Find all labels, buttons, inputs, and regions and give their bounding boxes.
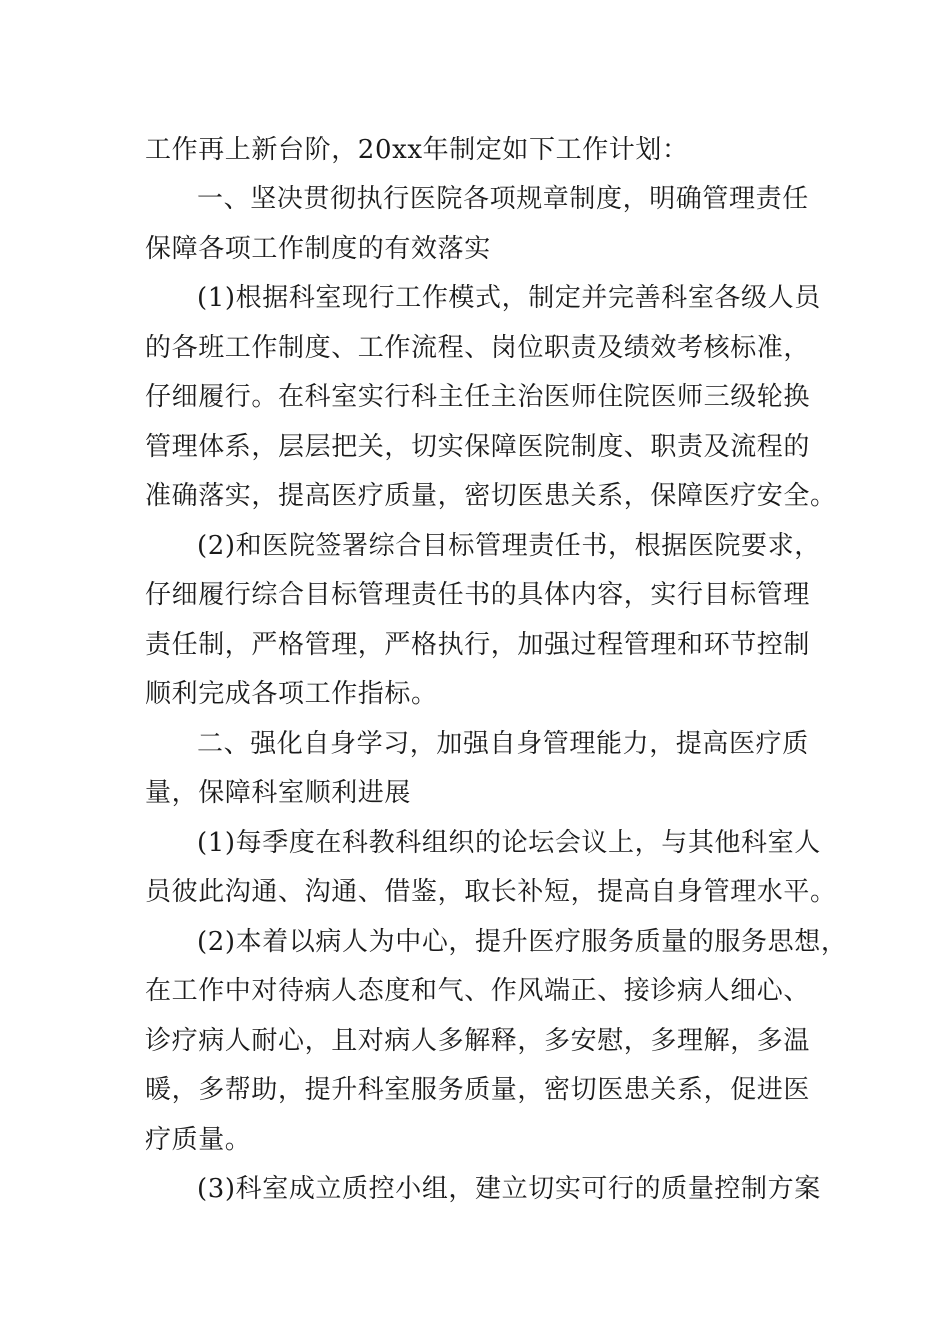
section-heading: 一、坚决贯彻执行医院各项规章制度，明确管理责任 [197,184,809,214]
text-line: 管理体系，层层把关，切实保障医院制度、职责及流程的 [145,432,811,462]
text-line: 诊疗病人耐心，且对病人多解释，多安慰，多理解，多温 [145,1026,811,1056]
text-line: 疗质量。 [145,1125,252,1155]
paragraph-line: (2)本着以病人为中心，提升医疗服务质量的服务思想， [197,927,848,957]
section-heading: 保障各项工作制度的有效落实 [145,234,491,264]
text-line: 责任制，严格管理，严格执行，加强过程管理和环节控制 [145,630,811,660]
text-line: 工作再上新台阶，20xx年制定如下工作计划： [145,135,689,165]
paragraph-line: (1)每季度在科教科组织的论坛会议上，与其他科室人 [197,828,821,858]
paragraph-line: (1)根据科室现行工作模式，制定并完善科室各级人员 [197,283,821,313]
paragraph-line: (2)和医院签署综合目标管理责任书，根据医院要求， [197,531,821,561]
text-line: 仔细履行。在科室实行科主任主治医师住院医师三级轮换 [145,382,811,412]
text-line: 暖，多帮助，提升科室服务质量，密切医患关系，促进医 [145,1075,811,1105]
text-line: 员彼此沟通、沟通、借鉴，取长补短，提高自身管理水平。 [145,877,837,907]
section-heading: 量，保障科室顺利进展 [145,778,412,808]
text-line: 准确落实，提高医疗质量，密切医患关系，保障医疗安全。 [145,481,837,511]
text-line: 在工作中对待病人态度和气、作风端正、接诊病人细心、 [145,976,811,1006]
text-line: 顺利完成各项工作指标。 [145,679,438,709]
paragraph-line: (3)科室成立质控小组，建立切实可行的质量控制方案 [197,1174,821,1204]
text-line: 的各班工作制度、工作流程、岗位职责及绩效考核标准， [145,333,811,363]
text-line: 仔细履行综合目标管理责任书的具体内容，实行目标管理 [145,580,811,610]
section-heading: 二、强化自身学习，加强自身管理能力，提高医疗质 [197,729,809,759]
